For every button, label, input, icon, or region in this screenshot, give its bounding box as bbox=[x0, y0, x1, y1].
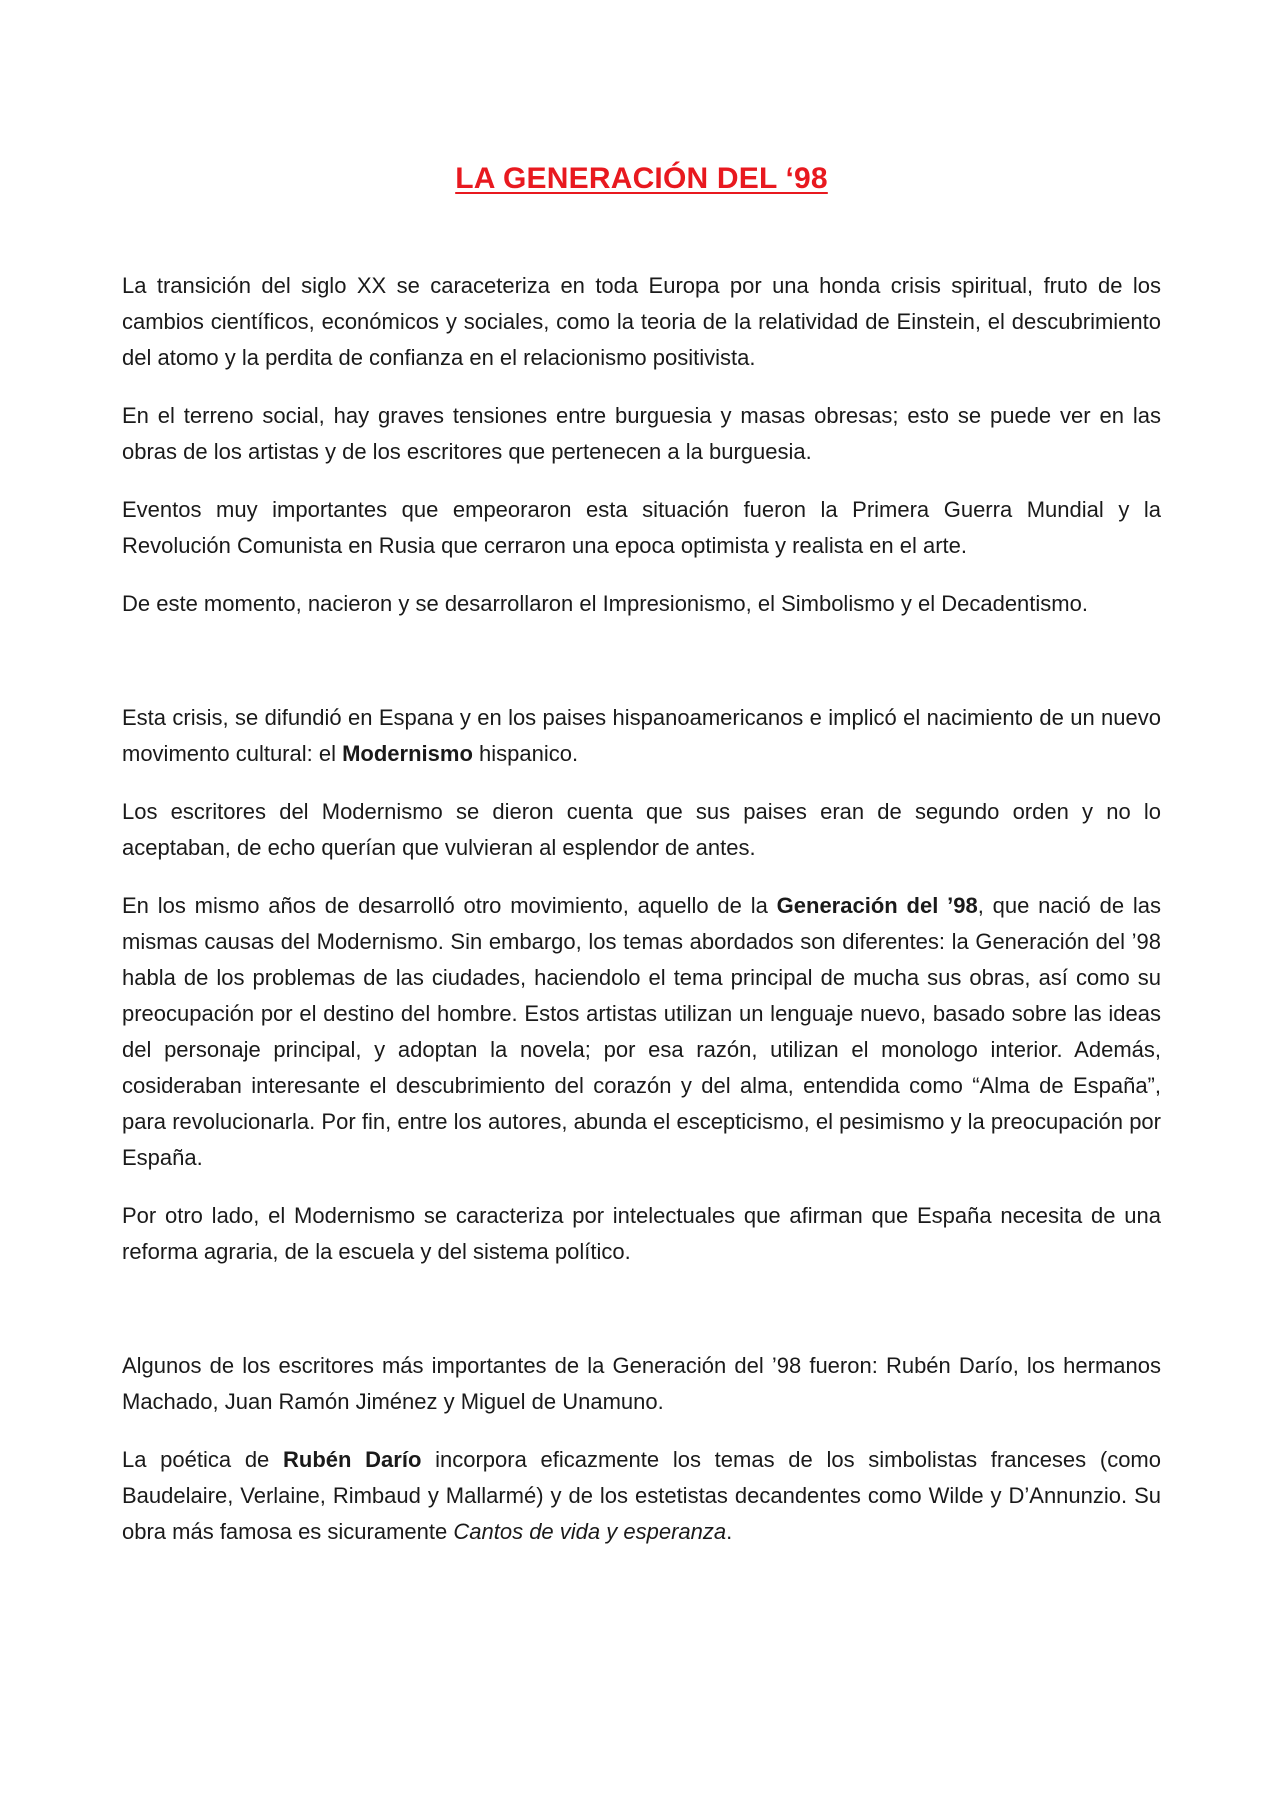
section-spacer bbox=[122, 644, 1161, 700]
cantos-italic: Cantos de vida y esperanza bbox=[453, 1519, 727, 1544]
document-title: LA GENERACIÓN DEL ‘98 bbox=[455, 162, 828, 195]
paragraph-10-text-c: incorpora eficazmente los temas de los simbolistas franceses (como Baudelaire, Verlaine, Rimbaud y Mallarmé) y de los estetistas decandentes como Wilde y D’Annunzio. Su obra más famosa es sicuramente bbox=[122, 1447, 1161, 1544]
paragraph-4: De este momento, nacieron y se desarrollaron el Impresionismo, el Simbolismo y el Decadentismo. bbox=[122, 591, 1088, 616]
paragraph-5-text-a: Esta crisis, se difundió en Espana y en los paises hispanoamericanos e implicó el nacimiento de un nuevo movimento cultural: el bbox=[122, 705, 1161, 766]
paragraph-7-text-c: , que nació de las mismas causas del Modernismo. Sin embargo, los temas abordados son diferentes: la Generación del ’98 habla de los problemas de las ciudades, haciendolo el tema principal de mucha sus obras, así como su preocupación por el destino del hombre. Estos artistas utilizan un lenguaje nuevo, basado sobre las ideas del personaje principal, y adoptan la novela; por esa razón, utilizan el monologo interior. Además, cosideraban interesante el descubrimiento del corazón y del alma, entendida como “Alma de España”, para revolucionarla. Por fin, entre los autores, abunda el escepticismo, el pesimismo y la preocupación por España. bbox=[122, 893, 1162, 1170]
paragraph-2: En el terreno social, hay graves tensiones entre burguesia y masas obresas; esto se puede ver en las obras de los artistas y de los escritores que pertenecen a la burguesia. bbox=[122, 403, 1161, 464]
paragraph-10 bbox=[122, 1442, 1161, 1550]
paragraph-10-text-a: La poética de bbox=[122, 1447, 283, 1472]
generacion-98-bold: Generación del ’98 bbox=[776, 893, 978, 918]
modernismo-bold: Modernismo bbox=[342, 741, 473, 766]
paragraph-9: Algunos de los escritores más importantes de la Generación del ’98 fueron: Rubén Darío, los hermanos Machado, Juan Ramón Jiménez y Miguel de Unamuno. bbox=[122, 1353, 1161, 1414]
paragraph-5-text-c: hispanico. bbox=[472, 741, 579, 766]
paragraph-1: La transición del siglo XX se caraceteriza en toda Europa por una honda crisis spiritual, fruto de los cambios científicos, económicos y sociales, como la teoria de la relatividad de Einstein, el descubrimiento del atomo y la perdita de confianza en el relacionismo positivista. bbox=[122, 273, 1161, 370]
paragraph-3: Eventos muy importantes que empeoraron esta situación fueron la Primera Guerra Mundial y la Revolución Comunista en Rusia que cerraron una epoca optimista y realista en el arte. bbox=[122, 497, 1161, 558]
paragraph-6: Los escritores del Modernismo se dieron cuenta que sus paises eran de segundo orden y no lo aceptaban, de echo querían que vulvieran al esplendor de antes. bbox=[122, 799, 1161, 860]
paragraph-7-text-a: En los mismo años de desarrolló otro movimiento, aquello de la bbox=[122, 893, 777, 918]
paragraph-8: Por otro lado, el Modernismo se caracteriza por intelectuales que afirman que España necesita de una reforma agraria, de la escuela y del sistema político. bbox=[122, 1203, 1161, 1264]
paragraph-10-text-e: . bbox=[726, 1519, 733, 1544]
paragraph-7 bbox=[122, 888, 1161, 1176]
ruben-dario-bold: Rubén Darío bbox=[283, 1447, 422, 1472]
section-spacer-2 bbox=[122, 1292, 1161, 1348]
paragraph-5 bbox=[122, 700, 1161, 772]
